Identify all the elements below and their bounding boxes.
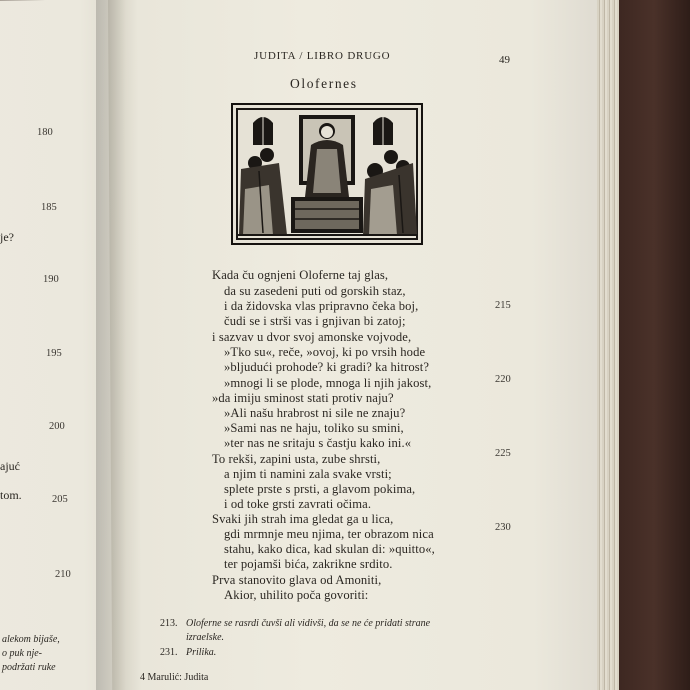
- verse-line: čudi se i strši vas i gnjivan bi zatoj;: [224, 314, 406, 328]
- verse-line: gdi mrmnje meu njima, ter obrazom nica: [224, 527, 434, 541]
- verse-line: stahu, kako dica, kad skulan di: »quitto«,: [224, 542, 435, 556]
- verse-line: ter pojamši bića, zakrikne srdito.: [224, 557, 393, 571]
- verse-line: i da židovska vlas pripravno čeka boj,: [224, 299, 419, 313]
- verse-line: »Tko su«, reče, »ovoj, ki po vrsih hode: [224, 345, 426, 359]
- verse-line: i sazvav u dvor svoj amonske vojvode,: [212, 330, 412, 344]
- page-number: 49: [499, 54, 510, 66]
- right-line-number: 220: [495, 374, 511, 385]
- left-line-number: 185: [41, 202, 57, 213]
- signature-mark: 4 Marulić: Judita: [140, 672, 209, 683]
- footnote-number: 231.: [160, 647, 178, 658]
- gutter-shadow: [96, 0, 126, 690]
- woodcut-illustration: [231, 103, 423, 245]
- verse-line: Kada ču ognjeni Oloferne taj glas,: [212, 268, 389, 282]
- verse-line: Prva stanovito glava od Amoniti,: [212, 573, 382, 587]
- left-text-fragment: ajuć: [0, 459, 20, 473]
- verse-line: splete prste s prsti, a glavom pokima,: [224, 482, 416, 496]
- right-line-number: 230: [495, 522, 511, 533]
- left-line-number: 180: [37, 127, 53, 138]
- left-line-number: 205: [52, 494, 68, 505]
- page-edges: [597, 0, 619, 690]
- left-note-line: podržati ruke: [2, 662, 56, 673]
- left-line-number: 210: [55, 569, 71, 580]
- verse-line: »Ali našu hrabrost ni sile ne znaju?: [224, 406, 406, 420]
- left-line-number: 195: [46, 348, 62, 359]
- verse-line: »Sami nas ne haju, toliko su smini,: [224, 421, 404, 435]
- right-line-number: 225: [495, 448, 511, 459]
- verse-line: a njim ti namini zala svake vrsti;: [224, 467, 392, 481]
- footnote-number: 213.: [160, 618, 178, 629]
- verse-line: »ter nas ne sritaju s častju kako ini.«: [224, 436, 412, 450]
- verse-line: To rekši, zapini usta, zube shrsti,: [212, 452, 381, 466]
- left-note-line: alekom bijaše,: [2, 634, 60, 645]
- verse-line: Svaki jih strah ima gledat ga u lica,: [212, 512, 394, 526]
- left-note-line: o puk nje-: [2, 648, 42, 659]
- left-text-fragment: tom.: [0, 488, 22, 502]
- woodcut-illustration-icon: [233, 105, 421, 243]
- left-line-number: 200: [49, 421, 65, 432]
- verse-line: i od toke grsti zavrati očima.: [224, 497, 372, 511]
- right-line-number: 215: [495, 300, 511, 311]
- verse-line: »bljudući prohode? ki gradi? ka hitrost?: [224, 360, 430, 374]
- verse-line: Akior, uhilito poča govoriti:: [224, 588, 369, 602]
- footnote-text: Oloferne se rasrdi čuvši ali vidivši, da se ne će pridati strane: [186, 618, 431, 629]
- verse-line: da su zasedeni puti od gorskih staz,: [224, 284, 406, 298]
- section-title: Olofernes: [290, 76, 358, 91]
- footnote-text: izraelske.: [186, 632, 225, 643]
- footnote-text: Prilika.: [186, 647, 217, 658]
- left-line-number: 190: [43, 274, 59, 285]
- verse-line: »da imiju sminost stati protiv naju?: [212, 391, 394, 405]
- running-title: JUDITA / LIBRO DRUGO: [254, 50, 391, 62]
- left-text-fragment: je?: [0, 230, 14, 244]
- verse-line: »mnogi li se plode, mnoga li njih jakost,: [224, 376, 432, 390]
